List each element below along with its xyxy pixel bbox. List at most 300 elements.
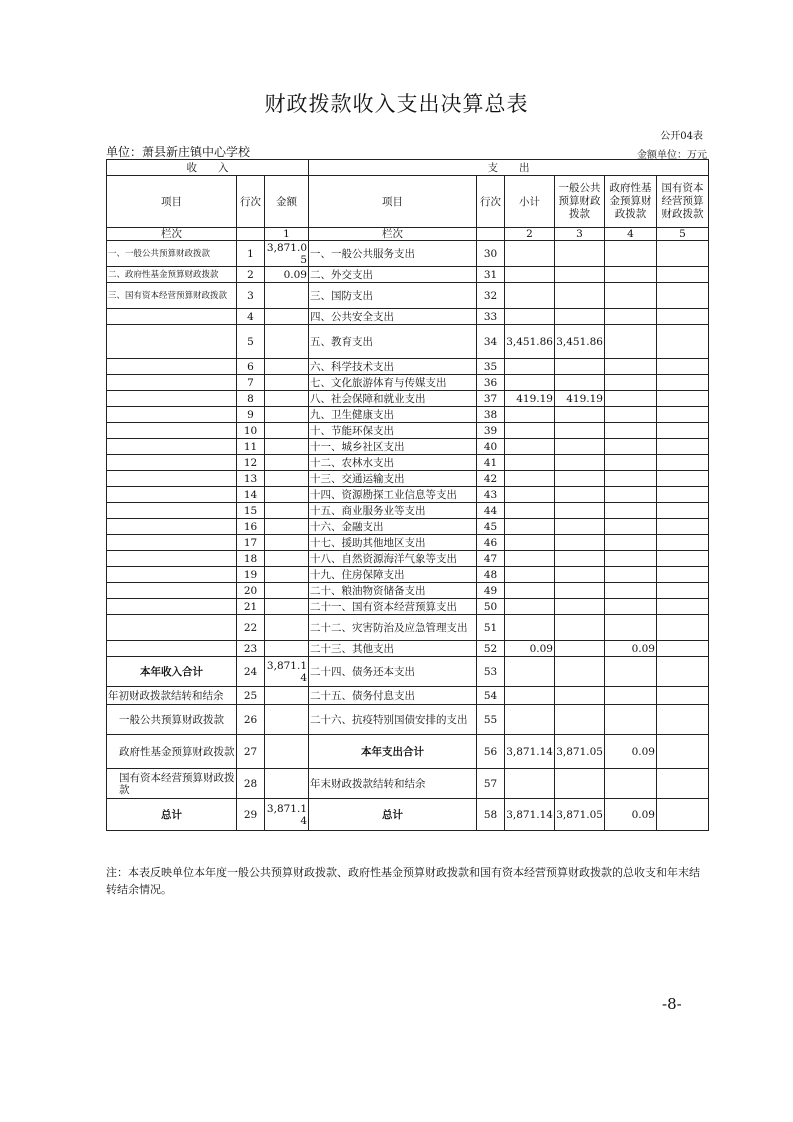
expense-subtotal: 3,451.86 — [505, 325, 555, 359]
table-row — [107, 641, 709, 657]
income-line: 2 — [237, 267, 265, 283]
income-amount — [265, 551, 309, 567]
expense-line: 37 — [477, 391, 505, 407]
expense-item: 二十、粮油物资储备支出 — [309, 583, 477, 599]
income-item — [107, 551, 237, 567]
page-number: -8- — [662, 995, 682, 1013]
expense-state-capital — [657, 641, 709, 657]
header-amount: 金额 — [265, 176, 309, 228]
income-amount — [265, 283, 309, 309]
income-amount — [265, 567, 309, 583]
expense-line: 58 — [477, 799, 505, 831]
expense-fund — [605, 519, 657, 535]
expense-state-capital — [657, 407, 709, 423]
expense-general — [555, 487, 605, 503]
expense-fund: 0.09 — [605, 799, 657, 831]
expense-fund — [605, 599, 657, 615]
expense-state-capital — [657, 309, 709, 325]
expense-subtotal — [505, 503, 555, 519]
expense-subtotal — [505, 283, 555, 309]
expense-item: 十八、自然资源海洋气象等支出 — [309, 551, 477, 567]
income-amount — [265, 375, 309, 391]
expense-subtotal — [505, 359, 555, 375]
income-amount: 3,871.05 — [265, 241, 309, 267]
colidx-b: 1 — [265, 228, 309, 241]
table-row — [107, 687, 709, 705]
expense-subtotal — [505, 241, 555, 267]
expense-general — [555, 687, 605, 705]
income-item: 政府性基金预算财政拨款 — [107, 735, 237, 769]
expense-general — [555, 519, 605, 535]
expense-line: 46 — [477, 535, 505, 551]
expense-line: 48 — [477, 567, 505, 583]
table-row — [107, 567, 709, 583]
expense-subtotal — [505, 657, 555, 687]
income-line: 20 — [237, 583, 265, 599]
expense-item: 二十二、灾害防治及应急管理支出 — [309, 615, 477, 641]
expense-line: 44 — [477, 503, 505, 519]
expense-line: 56 — [477, 735, 505, 769]
income-amount — [265, 687, 309, 705]
income-line: 25 — [237, 687, 265, 705]
expense-line: 45 — [477, 519, 505, 535]
expense-line: 31 — [477, 267, 505, 283]
expense-subtotal — [505, 439, 555, 455]
expense-fund — [605, 391, 657, 407]
expense-item: 十、节能环保支出 — [309, 423, 477, 439]
expense-subtotal — [505, 583, 555, 599]
income-amount — [265, 769, 309, 799]
income-amount — [265, 599, 309, 615]
income-line: 12 — [237, 455, 265, 471]
expense-item: 二十一、国有资本经营预算支出 — [309, 599, 477, 615]
page-title: 财政拨款收入支出决算总表 — [264, 92, 529, 116]
income-amount — [265, 535, 309, 551]
expense-state-capital — [657, 325, 709, 359]
expense-general — [555, 471, 605, 487]
expense-subtotal: 3,871.14 — [505, 735, 555, 769]
table-row — [107, 615, 709, 641]
expense-state-capital — [657, 615, 709, 641]
table-row — [107, 503, 709, 519]
expense-fund — [605, 503, 657, 519]
table-row — [107, 359, 709, 375]
income-amount — [265, 455, 309, 471]
header-subtotal: 小计 — [505, 176, 555, 228]
income-amount — [265, 391, 309, 407]
expense-fund — [605, 583, 657, 599]
income-amount — [265, 503, 309, 519]
expense-fund — [605, 615, 657, 641]
expense-line: 32 — [477, 283, 505, 309]
expense-state-capital — [657, 375, 709, 391]
table-row — [107, 407, 709, 423]
income-line: 24 — [237, 657, 265, 687]
expense-state-capital — [657, 657, 709, 687]
expense-line: 35 — [477, 359, 505, 375]
expense-line: 47 — [477, 551, 505, 567]
income-line: 21 — [237, 599, 265, 615]
expense-subtotal — [505, 567, 555, 583]
income-line: 27 — [237, 735, 265, 769]
colidx-g: 5 — [657, 228, 709, 241]
expense-fund — [605, 375, 657, 391]
expense-general — [555, 551, 605, 567]
section-header-row — [107, 160, 709, 176]
header-line2: 行次 — [477, 176, 505, 228]
expense-item: 七、文化旅游体育与传媒支出 — [309, 375, 477, 391]
expense-state-capital — [657, 599, 709, 615]
header-item: 项目 — [107, 176, 237, 228]
expense-item: 十一、城乡社区支出 — [309, 439, 477, 455]
income-item — [107, 455, 237, 471]
table-row — [107, 455, 709, 471]
income-line: 18 — [237, 551, 265, 567]
column-index-row — [107, 228, 709, 241]
expense-item: 二十三、其他支出 — [309, 641, 477, 657]
expense-fund — [605, 687, 657, 705]
expense-general: 419.19 — [555, 391, 605, 407]
expense-state-capital — [657, 241, 709, 267]
income-amount — [265, 705, 309, 735]
expense-item: 二十四、债务还本支出 — [309, 657, 477, 687]
expense-line: 50 — [477, 599, 505, 615]
expense-state-capital — [657, 423, 709, 439]
table-row — [107, 583, 709, 599]
expense-general — [555, 375, 605, 391]
expense-line: 40 — [477, 439, 505, 455]
expense-general — [555, 657, 605, 687]
income-item — [107, 641, 237, 657]
expense-general — [555, 769, 605, 799]
income-section-header: 收 入 — [107, 160, 309, 176]
expense-state-capital — [657, 455, 709, 471]
income-item — [107, 567, 237, 583]
income-item: 一、一般公共预算财政拨款 — [107, 241, 237, 267]
colidx-c: 栏次 — [309, 228, 477, 241]
income-line: 26 — [237, 705, 265, 735]
expense-subtotal — [505, 471, 555, 487]
income-amount — [265, 471, 309, 487]
money-unit-label: 金额单位：万元 — [637, 150, 707, 161]
expense-item: 二、外交支出 — [309, 267, 477, 283]
expense-item: 三、国防支出 — [309, 283, 477, 309]
expense-fund — [605, 241, 657, 267]
income-line: 9 — [237, 407, 265, 423]
expense-fund — [605, 567, 657, 583]
expense-state-capital — [657, 567, 709, 583]
expense-subtotal — [505, 615, 555, 641]
expense-subtotal — [505, 423, 555, 439]
expense-state-capital — [657, 687, 709, 705]
table-row — [107, 309, 709, 325]
expense-general — [555, 615, 605, 641]
table-row — [107, 735, 709, 769]
expense-line: 34 — [477, 325, 505, 359]
table-row — [107, 391, 709, 407]
expense-item: 本年支出合计 — [309, 735, 477, 769]
expense-fund — [605, 705, 657, 735]
expense-item: 十九、住房保障支出 — [309, 567, 477, 583]
expense-fund — [605, 535, 657, 551]
expense-general — [555, 567, 605, 583]
expense-item: 四、公共安全支出 — [309, 309, 477, 325]
expense-item: 一、一般公共服务支出 — [309, 241, 477, 267]
expense-general: 3,871.05 — [555, 735, 605, 769]
expense-subtotal — [505, 769, 555, 799]
expense-subtotal — [505, 455, 555, 471]
colidx-d: 2 — [505, 228, 555, 241]
expense-fund — [605, 359, 657, 375]
income-item — [107, 583, 237, 599]
income-amount — [265, 615, 309, 641]
expense-fund — [605, 769, 657, 799]
expense-general — [555, 359, 605, 375]
income-amount — [265, 359, 309, 375]
income-item: 本年收入合计 — [107, 657, 237, 687]
income-line: 28 — [237, 769, 265, 799]
income-item: 三、国有资本经营预算财政拨款 — [107, 283, 237, 309]
expense-state-capital — [657, 283, 709, 309]
colidx-empty2 — [477, 228, 505, 241]
income-item — [107, 407, 237, 423]
income-item — [107, 535, 237, 551]
expense-line: 53 — [477, 657, 505, 687]
expense-fund — [605, 439, 657, 455]
table-body — [107, 241, 709, 831]
unit-label: 单位：萧县新庄镇中心学校 — [106, 145, 251, 159]
expense-item: 十五、商业服务业等支出 — [309, 503, 477, 519]
income-line: 5 — [237, 325, 265, 359]
expense-subtotal: 0.09 — [505, 641, 555, 657]
expense-state-capital — [657, 735, 709, 769]
table-row — [107, 471, 709, 487]
column-header-row — [107, 176, 709, 228]
income-item — [107, 615, 237, 641]
table-row — [107, 439, 709, 455]
income-amount — [265, 487, 309, 503]
expense-general — [555, 241, 605, 267]
income-line: 11 — [237, 439, 265, 455]
table-row — [107, 375, 709, 391]
expense-general — [555, 535, 605, 551]
expense-item: 十七、援助其他地区支出 — [309, 535, 477, 551]
income-line: 1 — [237, 241, 265, 267]
expense-state-capital — [657, 799, 709, 831]
expense-line: 43 — [477, 487, 505, 503]
form-code: 公开04表 — [660, 131, 703, 142]
header-general-budget: 一般公共预算财政拨款 — [555, 176, 605, 228]
expense-fund — [605, 471, 657, 487]
expense-state-capital — [657, 359, 709, 375]
expense-state-capital — [657, 439, 709, 455]
income-item — [107, 375, 237, 391]
expense-state-capital — [657, 769, 709, 799]
expense-general — [555, 267, 605, 283]
income-amount — [265, 407, 309, 423]
income-line: 4 — [237, 309, 265, 325]
budget-table — [106, 159, 709, 831]
colidx-empty — [237, 228, 265, 241]
income-item — [107, 503, 237, 519]
expense-item: 二十六、抗疫特别国债安排的支出 — [309, 705, 477, 735]
expense-line: 36 — [477, 375, 505, 391]
expense-line: 52 — [477, 641, 505, 657]
expense-state-capital — [657, 391, 709, 407]
expense-fund — [605, 407, 657, 423]
table-row — [107, 769, 709, 799]
expense-state-capital — [657, 551, 709, 567]
expense-subtotal — [505, 267, 555, 283]
expense-fund — [605, 487, 657, 503]
income-line: 8 — [237, 391, 265, 407]
expense-general — [555, 455, 605, 471]
expense-section-header: 支 出 — [309, 160, 709, 176]
expense-state-capital — [657, 503, 709, 519]
expense-item: 五、教育支出 — [309, 325, 477, 359]
income-item — [107, 359, 237, 375]
income-amount — [265, 583, 309, 599]
income-line: 6 — [237, 359, 265, 375]
income-amount — [265, 325, 309, 359]
income-line: 23 — [237, 641, 265, 657]
income-amount — [265, 735, 309, 769]
expense-fund — [605, 325, 657, 359]
expense-fund — [605, 657, 657, 687]
expense-subtotal — [505, 535, 555, 551]
income-item: 二、政府性基金预算财政拨款 — [107, 267, 237, 283]
header-item2: 项目 — [309, 176, 477, 228]
table-row — [107, 325, 709, 359]
expense-line: 30 — [477, 241, 505, 267]
income-item — [107, 471, 237, 487]
income-amount — [265, 439, 309, 455]
expense-general: 3,871.05 — [555, 799, 605, 831]
income-line: 14 — [237, 487, 265, 503]
income-amount — [265, 309, 309, 325]
table-row — [107, 487, 709, 503]
table-row — [107, 241, 709, 267]
income-line: 7 — [237, 375, 265, 391]
income-line: 29 — [237, 799, 265, 831]
table-row — [107, 599, 709, 615]
expense-state-capital — [657, 583, 709, 599]
expense-subtotal — [505, 487, 555, 503]
expense-item: 八、社会保障和就业支出 — [309, 391, 477, 407]
expense-item: 十四、资源勘探工业信息等支出 — [309, 487, 477, 503]
expense-line: 41 — [477, 455, 505, 471]
expense-line: 55 — [477, 705, 505, 735]
expense-item: 十六、金融支出 — [309, 519, 477, 535]
expense-subtotal — [505, 309, 555, 325]
table-row — [107, 657, 709, 687]
expense-general — [555, 503, 605, 519]
income-item — [107, 519, 237, 535]
expense-general — [555, 309, 605, 325]
expense-item: 十二、农林水支出 — [309, 455, 477, 471]
expense-state-capital — [657, 535, 709, 551]
expense-item: 十三、交通运输支出 — [309, 471, 477, 487]
income-line: 16 — [237, 519, 265, 535]
income-line: 10 — [237, 423, 265, 439]
expense-item: 九、卫生健康支出 — [309, 407, 477, 423]
expense-line: 57 — [477, 769, 505, 799]
table-row — [107, 423, 709, 439]
expense-subtotal — [505, 551, 555, 567]
header-state-capital: 国有资本经营预算财政拨款 — [657, 176, 709, 228]
expense-subtotal — [505, 407, 555, 423]
table-row — [107, 519, 709, 535]
income-item: 一般公共预算财政拨款 — [107, 705, 237, 735]
expense-line: 39 — [477, 423, 505, 439]
expense-subtotal: 3,871.14 — [505, 799, 555, 831]
expense-subtotal: 419.19 — [505, 391, 555, 407]
expense-subtotal — [505, 375, 555, 391]
expense-general — [555, 599, 605, 615]
income-amount: 3,871.14 — [265, 657, 309, 687]
table-row — [107, 551, 709, 567]
income-item — [107, 599, 237, 615]
expense-subtotal — [505, 599, 555, 615]
expense-fund — [605, 551, 657, 567]
expense-general — [555, 439, 605, 455]
expense-state-capital — [657, 471, 709, 487]
income-amount — [265, 519, 309, 535]
table-row — [107, 705, 709, 735]
expense-line: 42 — [477, 471, 505, 487]
expense-fund — [605, 309, 657, 325]
income-item: 总计 — [107, 799, 237, 831]
income-amount: 3,871.14 — [265, 799, 309, 831]
income-amount — [265, 641, 309, 657]
income-item — [107, 423, 237, 439]
income-item: 年初财政拨款结转和结余 — [107, 687, 237, 705]
expense-fund — [605, 455, 657, 471]
table-row — [107, 535, 709, 551]
header-line: 行次 — [237, 176, 265, 228]
income-line: 22 — [237, 615, 265, 641]
expense-general — [555, 407, 605, 423]
expense-state-capital — [657, 267, 709, 283]
table-row — [107, 799, 709, 831]
expense-item: 二十五、债务付息支出 — [309, 687, 477, 705]
income-amount: 0.09 — [265, 267, 309, 283]
income-item: 国有资本经营预算财政拨款 — [107, 769, 237, 799]
colidx-f: 4 — [605, 228, 657, 241]
expense-subtotal — [505, 687, 555, 705]
expense-general — [555, 423, 605, 439]
table-row — [107, 267, 709, 283]
expense-state-capital — [657, 487, 709, 503]
income-item — [107, 309, 237, 325]
expense-line: 49 — [477, 583, 505, 599]
table-row — [107, 283, 709, 309]
expense-item: 六、科学技术支出 — [309, 359, 477, 375]
income-line: 13 — [237, 471, 265, 487]
income-line: 17 — [237, 535, 265, 551]
income-item — [107, 325, 237, 359]
expense-general — [555, 583, 605, 599]
colidx-e: 3 — [555, 228, 605, 241]
expense-general — [555, 283, 605, 309]
expense-fund — [605, 423, 657, 439]
expense-line: 38 — [477, 407, 505, 423]
expense-state-capital — [657, 705, 709, 735]
expense-line: 51 — [477, 615, 505, 641]
expense-fund: 0.09 — [605, 641, 657, 657]
expense-line: 33 — [477, 309, 505, 325]
header-fund-budget: 政府性基金预算财政拨款 — [605, 176, 657, 228]
